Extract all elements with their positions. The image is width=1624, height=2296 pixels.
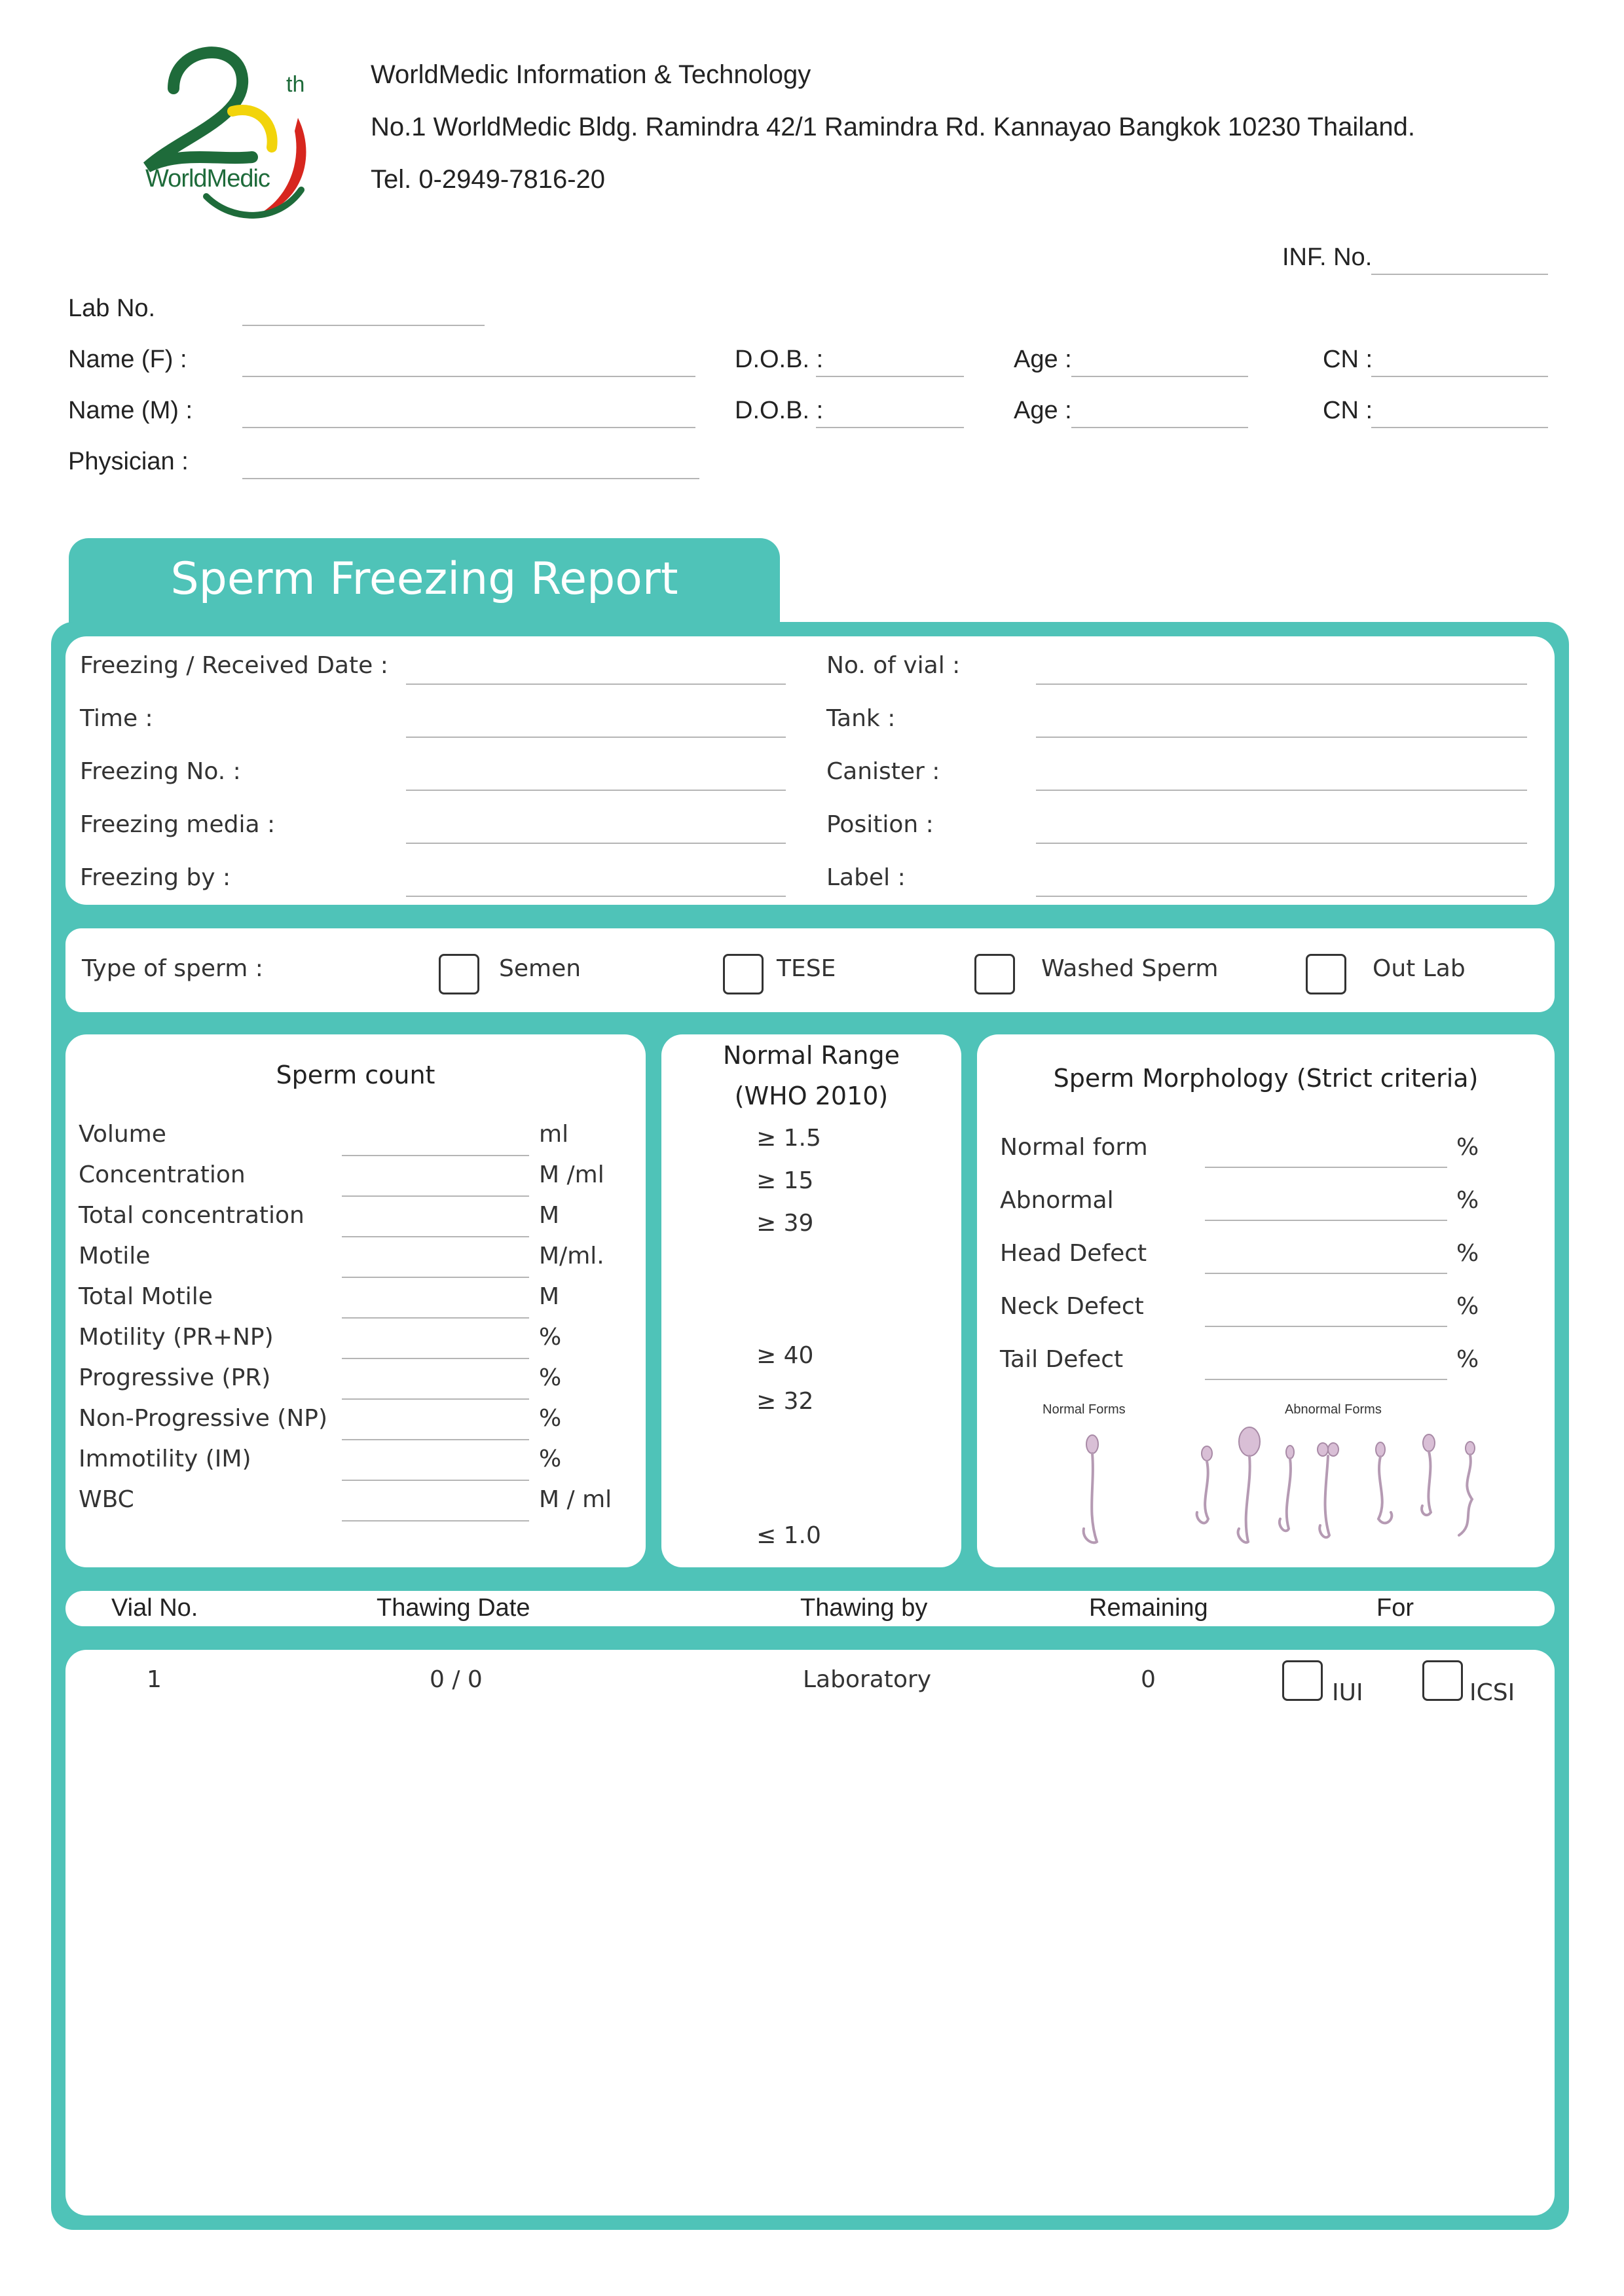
row-remaining: 0: [1141, 1666, 1156, 1693]
sperm-count-row-field[interactable]: [342, 1358, 529, 1359]
tese-checkbox[interactable]: [723, 954, 764, 994]
thawing-records-panel: [65, 1650, 1555, 2215]
semen-label: Semen: [499, 955, 581, 982]
company-logo: [134, 26, 331, 229]
sperm-count-row-unit: %: [539, 1364, 562, 1391]
freezing-date-field[interactable]: [406, 683, 786, 685]
male-age-label: Age :: [1014, 397, 1072, 424]
washed-sperm-checkbox[interactable]: [974, 954, 1015, 994]
morphology-row-unit: %: [1456, 1346, 1479, 1373]
sperm-count-row-unit: ml: [539, 1121, 569, 1148]
morphology-row-field[interactable]: [1205, 1220, 1447, 1221]
washed-sperm-label: Washed Sperm: [1041, 955, 1219, 982]
morphology-row-field[interactable]: [1205, 1273, 1447, 1274]
female-name-label: Name (F) :: [68, 346, 187, 373]
sperm-count-row-unit: M /ml: [539, 1161, 604, 1188]
label-label: Label :: [826, 864, 906, 891]
freezing-media-label: Freezing media :: [80, 811, 276, 838]
position-label: Position :: [826, 811, 934, 838]
physician-label: Physician :: [68, 448, 189, 475]
morphology-row-label: Neck Defect: [1000, 1293, 1144, 1320]
sperm-count-row-field[interactable]: [342, 1236, 529, 1237]
row-vial-no: 1: [147, 1666, 162, 1693]
position-field[interactable]: [1036, 843, 1527, 844]
company-address: No.1 WorldMedic Bldg. Ramindra 42/1 Ramindra Rd. Kannayao Bangkok 10230 Thailand.: [371, 113, 1415, 141]
sperm-count-row-label: Total Motile: [79, 1283, 213, 1310]
freezing-date-label: Freezing / Received Date :: [80, 652, 388, 679]
sperm-count-row-unit: %: [539, 1324, 562, 1351]
logo-brand: WorldMedic: [145, 165, 270, 192]
header-remaining: Remaining: [1089, 1594, 1208, 1622]
tese-label: TESE: [777, 955, 836, 982]
sperm-count-row-field[interactable]: [342, 1317, 529, 1319]
sperm-count-row-unit: M: [539, 1202, 560, 1229]
sperm-count-row-label: Non-Progressive (NP): [79, 1405, 328, 1432]
morphology-row-label: Normal form: [1000, 1134, 1148, 1161]
header-for: For: [1376, 1594, 1414, 1622]
abnormal-forms-caption: Abnormal Forms: [1285, 1402, 1382, 1417]
sperm-count-row-field[interactable]: [342, 1155, 529, 1156]
sperm-count-title: Sperm count: [276, 1061, 435, 1089]
sperm-count-row-field[interactable]: [342, 1195, 529, 1197]
sperm-count-row-field[interactable]: [342, 1520, 529, 1522]
male-dob-field[interactable]: [816, 427, 964, 428]
freezing-no-label: Freezing No. :: [80, 758, 241, 785]
morphology-row-label: Head Defect: [1000, 1240, 1147, 1267]
iui-label: IUI: [1332, 1679, 1363, 1706]
male-dob-label: D.O.B. :: [735, 397, 824, 424]
sperm-count-row-field[interactable]: [342, 1398, 529, 1400]
sperm-count-row-label: WBC: [79, 1486, 134, 1513]
freezing-time-label: Time :: [80, 705, 153, 732]
morphology-row-label: Abnormal: [1000, 1187, 1114, 1214]
sperm-count-row-label: Progressive (PR): [79, 1364, 271, 1391]
range-concentration: ≥ 15: [756, 1167, 814, 1194]
sperm-type-label: Type of sperm :: [82, 955, 263, 982]
female-name-field[interactable]: [242, 376, 695, 377]
freezing-media-field[interactable]: [406, 843, 786, 844]
normal-range-title: Normal Range: [722, 1041, 900, 1070]
range-progressive: ≥ 32: [756, 1388, 814, 1415]
sperm-count-row-label: Immotility (IM): [79, 1446, 251, 1472]
morphology-row-field[interactable]: [1205, 1379, 1447, 1380]
company-name: WorldMedic Information & Technology: [371, 60, 811, 89]
vial-count-field[interactable]: [1036, 683, 1527, 685]
male-name-field[interactable]: [242, 427, 695, 428]
header-thawing-by: Thawing by: [800, 1594, 928, 1622]
icsi-label: ICSI: [1469, 1679, 1515, 1706]
freezing-time-field[interactable]: [406, 737, 786, 738]
range-motility: ≥ 40: [756, 1342, 814, 1369]
morphology-row-unit: %: [1456, 1293, 1479, 1320]
iui-checkbox[interactable]: [1282, 1660, 1323, 1701]
anniversary-logo-icon: [134, 26, 331, 229]
inf-no-label: INF. No.: [1282, 244, 1373, 271]
sperm-count-row-label: Total concentration: [79, 1202, 304, 1229]
sperm-count-row-unit: M: [539, 1283, 560, 1310]
inf-no-field[interactable]: [1371, 274, 1548, 275]
female-dob-field[interactable]: [816, 376, 964, 377]
morphology-row-unit: %: [1456, 1240, 1479, 1267]
out-lab-label: Out Lab: [1373, 955, 1466, 982]
morphology-row-unit: %: [1456, 1187, 1479, 1214]
freezing-no-field[interactable]: [406, 790, 786, 791]
female-age-field[interactable]: [1071, 376, 1248, 377]
range-total-concentration: ≥ 39: [756, 1210, 814, 1237]
sperm-count-row-unit: %: [539, 1446, 562, 1472]
out-lab-checkbox[interactable]: [1306, 954, 1346, 994]
vial-count-label: No. of vial :: [826, 652, 961, 679]
male-name-label: Name (M) :: [68, 397, 193, 424]
sperm-morphology-icon: [1048, 1421, 1506, 1552]
semen-checkbox[interactable]: [439, 954, 479, 994]
physician-field[interactable]: [242, 478, 699, 479]
range-wbc: ≤ 1.0: [756, 1522, 821, 1549]
normal-range-subtitle: (WHO 2010): [734, 1082, 889, 1110]
sperm-count-row-label: Motility (PR+NP): [79, 1324, 274, 1351]
male-age-field[interactable]: [1071, 427, 1248, 428]
company-phone: Tel. 0-2949-7816-20: [371, 165, 606, 194]
female-dob-label: D.O.B. :: [735, 346, 824, 373]
sperm-count-row-unit: M/ml.: [539, 1243, 604, 1269]
morphology-row-label: Tail Defect: [1000, 1346, 1124, 1373]
normal-forms-caption: Normal Forms: [1043, 1402, 1126, 1417]
female-age-label: Age :: [1014, 346, 1072, 373]
row-thawing-by: Laboratory: [803, 1666, 932, 1693]
morphology-row-field[interactable]: [1205, 1167, 1447, 1168]
logo-suffix: th: [286, 72, 305, 97]
range-volume: ≥ 1.5: [756, 1125, 821, 1152]
normal-range-panel: [661, 1034, 961, 1567]
sperm-count-row-field[interactable]: [342, 1439, 529, 1440]
freezing-by-label: Freezing by :: [80, 864, 231, 891]
icsi-checkbox[interactable]: [1422, 1660, 1463, 1701]
morphology-row-field[interactable]: [1205, 1326, 1447, 1327]
canister-label: Canister :: [826, 758, 940, 785]
freezing-by-field[interactable]: [406, 896, 786, 897]
sperm-count-row-unit: M / ml: [539, 1486, 612, 1513]
sperm-count-row-unit: %: [539, 1405, 562, 1432]
sperm-count-row-label: Volume: [79, 1121, 166, 1148]
tank-field[interactable]: [1036, 737, 1527, 738]
sperm-count-row-label: Motile: [79, 1243, 151, 1269]
female-cn-field[interactable]: [1371, 376, 1548, 377]
sperm-count-row-label: Concentration: [79, 1161, 246, 1188]
canister-field[interactable]: [1036, 790, 1527, 791]
male-cn-field[interactable]: [1371, 427, 1548, 428]
label-field[interactable]: [1036, 896, 1527, 897]
header-thawing-date: Thawing Date: [377, 1594, 530, 1622]
sperm-count-row-field[interactable]: [342, 1277, 529, 1278]
sperm-forms-illustration: [1048, 1421, 1506, 1552]
male-cn-label: CN :: [1323, 397, 1373, 424]
morphology-title: Sperm Morphology (Strict criteria): [1053, 1064, 1479, 1093]
report-title: Sperm Freezing Report: [170, 553, 678, 605]
female-cn-label: CN :: [1323, 346, 1373, 373]
lab-no-field[interactable]: [242, 325, 485, 326]
header-vial-no: Vial No.: [111, 1594, 198, 1622]
sperm-count-row-field[interactable]: [342, 1480, 529, 1481]
row-thawing-date: 0 / 0: [430, 1666, 483, 1693]
tank-label: Tank :: [826, 705, 896, 732]
lab-no-label: Lab No.: [68, 295, 156, 322]
morphology-row-unit: %: [1456, 1134, 1479, 1161]
